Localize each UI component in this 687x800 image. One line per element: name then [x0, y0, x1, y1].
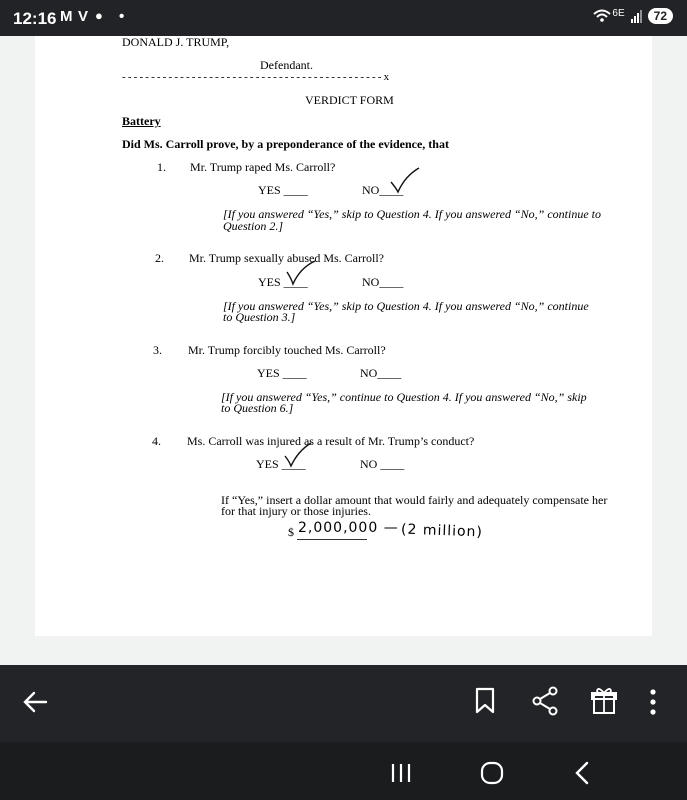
section-heading: Battery	[122, 114, 161, 128]
wifi-icon	[592, 9, 612, 23]
instruction-line-2: for that injury or those injuries.	[221, 504, 371, 518]
back-arrow-icon[interactable]	[22, 690, 48, 714]
handwritten-amount: 2,000,000 —	[298, 520, 399, 536]
network-type: 6E	[612, 7, 625, 19]
form-title: VERDICT FORM	[305, 93, 394, 107]
question-text: Ms. Carroll was injured as a result of Mr. Trump’s conduct?	[187, 434, 475, 448]
checkmark-icon	[389, 166, 421, 194]
battery-indicator: 72	[648, 8, 673, 24]
caption-rule: - - - - - - - - - - - - - - - - - - - - - - - - - - - - - - - - - - - - - - - - - - - - - x	[122, 71, 389, 83]
viewer-toolbar	[0, 665, 687, 742]
question-number: 4.	[152, 434, 161, 448]
sports-notification-icon: ●	[95, 8, 103, 23]
system-navigation-bar	[0, 742, 687, 800]
yes-option: YES ____	[258, 183, 308, 197]
checkmark-icon	[283, 441, 315, 469]
no-option: NO____	[360, 366, 402, 380]
more-notifications-dot: •	[119, 8, 125, 25]
question-number: 1.	[157, 160, 166, 174]
home-icon[interactable]	[479, 760, 505, 786]
more-vertical-icon[interactable]	[647, 688, 659, 716]
question-text: Mr. Trump forcibly touched Ms. Carroll?	[188, 343, 386, 357]
yes-option: YES ____	[257, 366, 307, 380]
gmail-notification-icon: M	[60, 8, 73, 25]
handwritten-amount-words: (2 million)	[400, 521, 484, 541]
instruction-line-2: to Question 3.]	[223, 310, 296, 324]
document-viewer[interactable]	[0, 36, 687, 665]
instruction-line-1: [If you answered “Yes,” continue to Question 4. If you answered “No,” skip	[221, 390, 587, 404]
signal-icon	[631, 9, 642, 23]
share-icon[interactable]	[531, 686, 559, 716]
question-text: Mr. Trump raped Ms. Carroll?	[190, 160, 336, 174]
instruction-line-1: If “Yes,” insert a dollar amount that would fairly and adequately compensate her	[221, 493, 608, 507]
v-notification-icon: V	[78, 8, 89, 25]
instruction-line-2: Question 2.]	[223, 219, 283, 233]
instruction-line-1: [If you answered “Yes,” skip to Question 4. If you answered “No,” continue to	[223, 207, 601, 221]
bookmark-icon[interactable]	[474, 687, 496, 715]
dollar-sign: $	[288, 525, 294, 539]
no-option: NO ____	[360, 457, 405, 471]
instruction-line-1: [If you answered “Yes,” skip to Question 4. If you answered “No,” continue	[223, 299, 589, 313]
question-text: Mr. Trump sexually abused Ms. Carroll?	[189, 251, 384, 265]
status-icons	[592, 8, 673, 24]
yes-option: YES ____	[258, 275, 308, 289]
caption-defendant-role: Defendant.	[260, 58, 313, 72]
checkmark-icon	[285, 258, 317, 286]
question-number: 3.	[153, 343, 162, 357]
yes-option: YES ____	[256, 457, 306, 471]
recents-icon[interactable]	[389, 762, 413, 784]
question-number: 2.	[155, 251, 164, 265]
caption-defendant-name: DONALD J. TRUMP,	[122, 35, 230, 49]
amount-underline	[297, 539, 367, 540]
no-option: NO____	[362, 275, 404, 289]
nav-back-icon[interactable]	[573, 761, 591, 785]
lead-question: Did Ms. Carroll prove, by a preponderance of the evidence, that	[122, 137, 449, 151]
gift-icon[interactable]	[591, 685, 617, 715]
status-bar	[0, 0, 687, 36]
instruction-line-2: to Question 6.]	[221, 401, 294, 415]
no-option: NO____	[362, 183, 404, 197]
document-page[interactable]	[35, 36, 652, 636]
clock: 12:16	[13, 9, 57, 28]
